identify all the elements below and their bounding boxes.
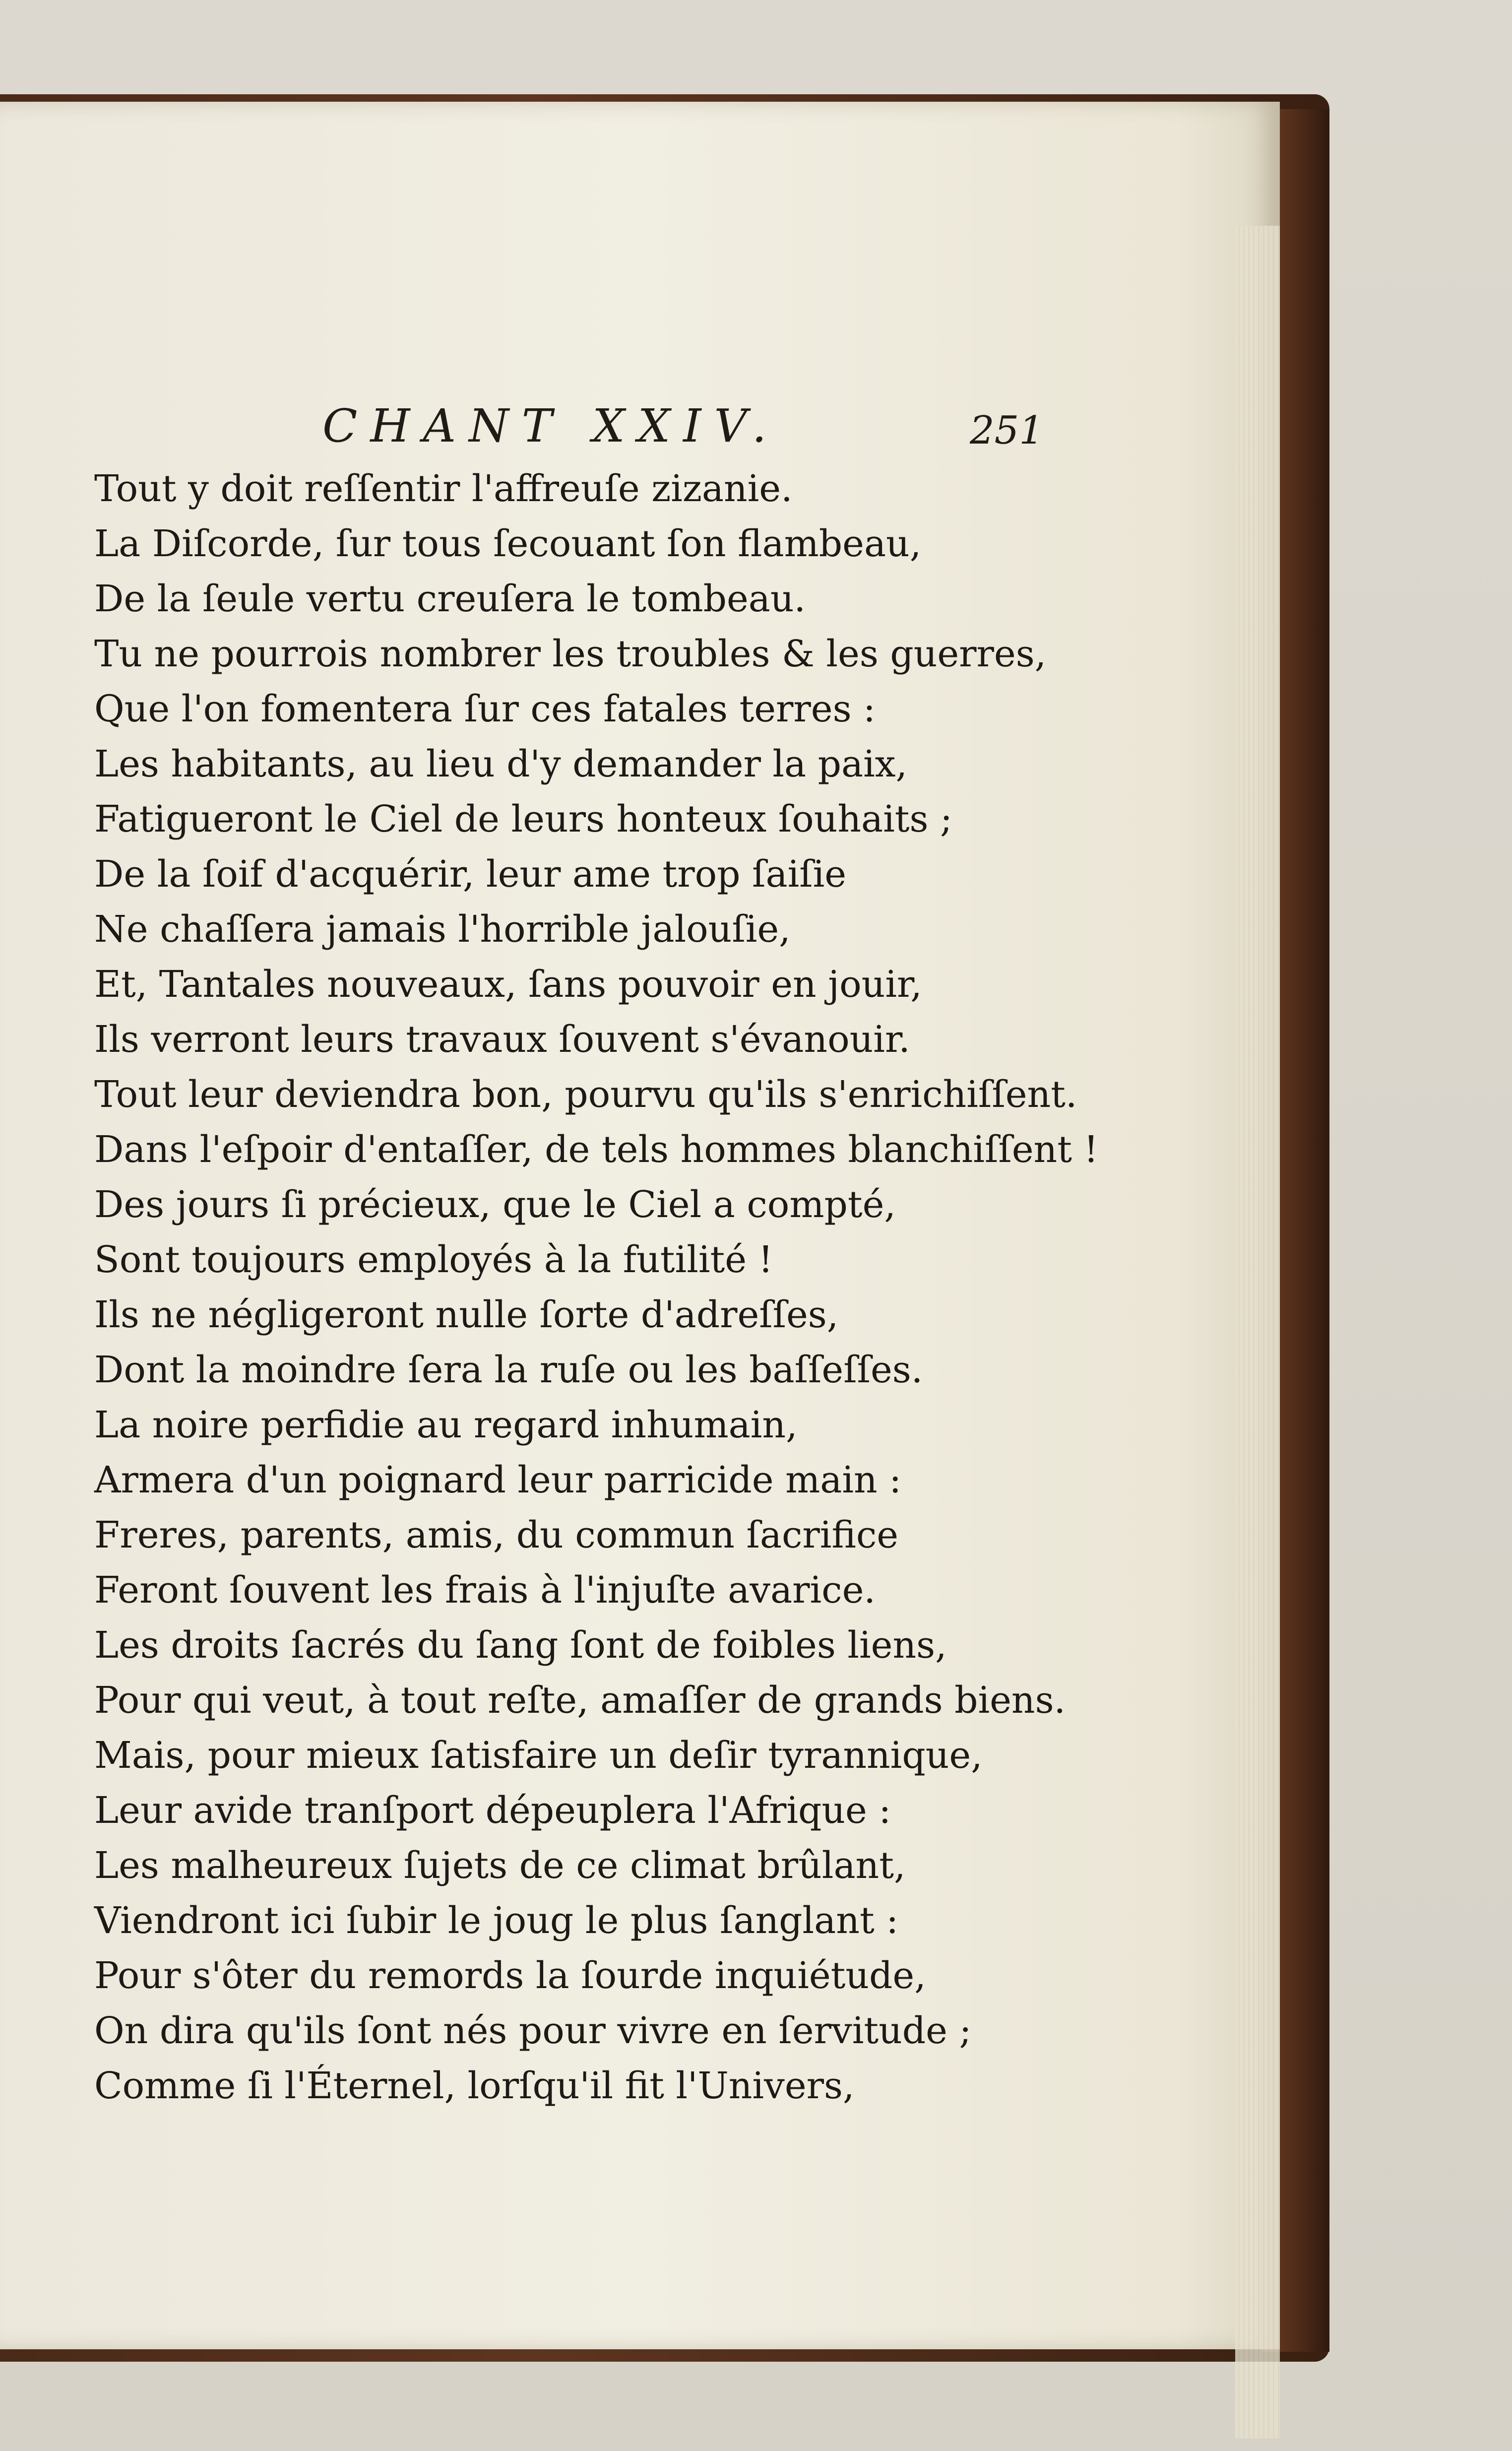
poem-text: [94, 461, 1099, 2114]
verse-line: Mais, pour mieux ſatisfaire un deſir tyrannique,: [94, 1734, 983, 1777]
verse-line: Des jours ſi précieux, que le Ciel a compté,: [94, 1183, 896, 1226]
verse-line: Les malheureux ſujets de ce climat brûlant,: [94, 1844, 906, 1887]
verse-line: Fatigueront le Ciel de leurs honteux ſouhaits ;: [94, 798, 952, 840]
verse-line: Les habitants, au lieu d'y demander la paix,: [94, 743, 908, 785]
book-page: [0, 102, 1280, 2349]
verse-line: De la ſoif d'acquérir, leur ame trop ſaiſie: [94, 853, 847, 896]
page-fore-edge: [1235, 226, 1280, 2439]
page-number: 251: [970, 408, 1044, 453]
running-title: CHANT XXIV.: [322, 399, 780, 452]
verse-line: Les droits ſacrés du ſang ſont de foibles liens,: [94, 1624, 947, 1667]
verse-line: Tout leur deviendra bon, pourvu qu'ils s'enrichiſſent.: [94, 1073, 1077, 1116]
verse-line: Freres, parents, amis, du commun ſacrifice: [94, 1514, 899, 1556]
verse-line: Dans l'eſpoir d'entaſſer, de tels hommes blanchiſſent !: [94, 1128, 1099, 1171]
verse-line: On dira qu'ils ſont nés pour vivre en ſervitude ;: [94, 2009, 972, 2052]
verse-line: Et, Tantales nouveaux, ſans pouvoir en jouir,: [94, 963, 922, 1006]
verse-line: Viendront ici ſubir le joug le plus ſanglant :: [94, 1899, 899, 1942]
verse-line: Armera d'un poignard leur parricide main :: [94, 1459, 902, 1501]
page-header: [0, 399, 1141, 469]
verse-line: La noire perfidie au regard inhumain,: [94, 1404, 798, 1446]
verse-line: Tout y doit reſſentir l'affreuſe zizanie.: [94, 467, 793, 510]
verse-line: Ils ne négligeront nulle ſorte d'adreſſes,: [94, 1293, 839, 1336]
verse-line: Dont la moindre ſera la ruſe ou les baſſeſſes.: [94, 1349, 923, 1391]
verse-line: Tu ne pourrois nombrer les troubles & les guerres,: [94, 633, 1047, 675]
verse-line: De la ſeule vertu creuſera le tombeau.: [94, 578, 806, 620]
verse-line: Que l'on fomentera ſur ces fatales terres :: [94, 688, 876, 730]
verse-line: Comme ſi l'Éternel, lorſqu'il fit l'Univers,: [94, 2064, 855, 2107]
verse-line: Ne chaſſera jamais l'horrible jalouſie,: [94, 908, 791, 951]
verse-line: Leur avide tranſport dépeuplera l'Afrique :: [94, 1789, 891, 1832]
verse-line: Sont toujours employés à la futilité !: [94, 1238, 773, 1281]
verse-line: Feront ſouvent les frais à l'injuſte avarice.: [94, 1569, 876, 1612]
verse-line: Pour s'ôter du remords la ſourde inquiétude,: [94, 1954, 926, 1997]
verse-line: La Diſcorde, ſur tous ſecouant ſon flambeau,: [94, 522, 922, 565]
verse-line: Pour qui veut, à tout reſte, amaſſer de grands biens.: [94, 1679, 1066, 1722]
verse-line: Ils verront leurs travaux ſouvent s'évanouir.: [94, 1018, 910, 1061]
